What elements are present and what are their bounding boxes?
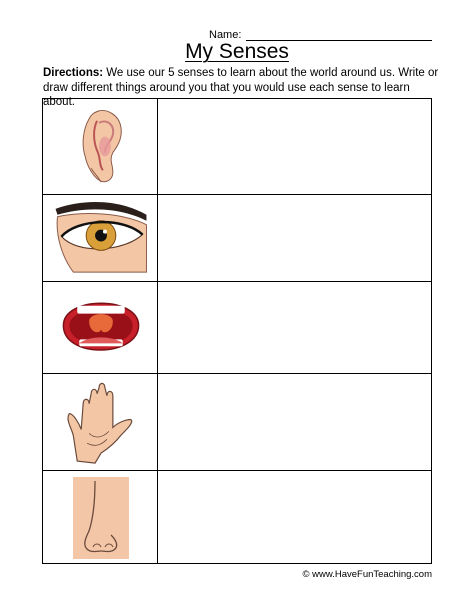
sense-row-taste xyxy=(43,282,431,374)
sense-image-cell xyxy=(43,374,158,470)
write-area[interactable] xyxy=(158,195,431,281)
sense-row-sight xyxy=(43,195,431,282)
copyright: © www.HaveFunTeaching.com xyxy=(302,569,432,580)
directions-label: Directions: xyxy=(43,67,104,79)
write-area[interactable] xyxy=(158,99,431,194)
write-area[interactable] xyxy=(158,282,431,373)
sense-image-cell xyxy=(43,471,158,563)
directions-text: We use our 5 senses to learn about the world around us. Write or draw different things around you that you would use each sense to learn about. xyxy=(43,67,439,108)
eye-icon xyxy=(43,195,158,281)
sense-row-smell xyxy=(43,471,431,563)
hand-icon xyxy=(43,374,158,470)
senses-table xyxy=(42,98,432,564)
sense-image-cell xyxy=(43,195,158,281)
nose-icon xyxy=(43,471,158,563)
page-title: My Senses xyxy=(185,40,289,63)
sense-image-cell xyxy=(43,99,158,194)
write-area[interactable] xyxy=(158,471,431,563)
sense-row-touch xyxy=(43,374,431,471)
sense-row-hearing xyxy=(43,99,431,195)
mouth-icon xyxy=(43,282,158,373)
write-area[interactable] xyxy=(158,374,431,470)
ear-icon xyxy=(43,99,158,194)
name-label: Name: xyxy=(209,29,242,41)
sense-image-cell xyxy=(43,282,158,373)
